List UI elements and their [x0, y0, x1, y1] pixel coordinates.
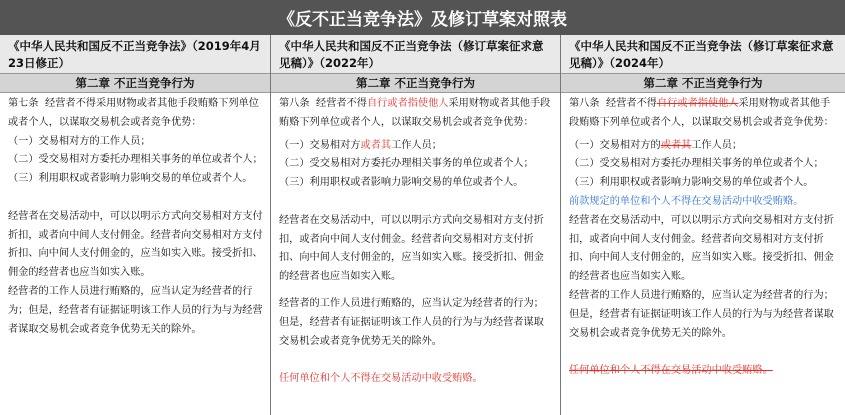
article-intro: 第七条 经营者不得采用财物或者其他手段贿赂下列单位或者个人，以谋取交易机会或者竞争优势：: [8, 98, 259, 128]
moved-paragraph: 前款规定的单位和个人不得在交易活动中收受贿赂。: [569, 195, 804, 207]
column-body: [271, 93, 560, 389]
deleted-text: 或者其: [660, 139, 692, 151]
article-item: （二）受交易相对方委托办理相关事务的单位或者个人；: [569, 158, 824, 170]
added-paragraph: 任何单位和个人不得在交易活动中收受贿赂。: [279, 373, 483, 385]
column-header: 《中华人民共和国反不正当竞争法》（2019年4月23日修正）: [0, 35, 270, 74]
column-2019: [0, 35, 270, 415]
article-item: （二）受交易相对方委托办理相关事务的单位或者个人；: [8, 154, 263, 166]
article-paragraph: 经营者在交易活动中，可以以明示方式向交易相对方支付折扣，或者向中间人支付佣金。经营者向交易相对方支付折扣、向中间人支付佣金的，应当如实入账。接受折扣、佣金的经营者也应当如实入账。: [569, 214, 834, 283]
article-label: 第八条: [279, 98, 310, 109]
column-body: [0, 93, 270, 339]
deleted-text: 自行或者指使他人: [656, 98, 739, 109]
article-item: （二）受交易相对方委托办理相关事务的单位或者个人；: [279, 158, 534, 170]
article-item: （一）交易相对方的工作人员；: [8, 135, 151, 147]
article-item: （一）交易相对方的或者其工作人员；: [569, 139, 743, 151]
chapter-heading: 第二章 不正当竞争行为: [561, 74, 845, 93]
chapter-heading: 第二章 不正当竞争行为: [0, 74, 270, 93]
column-header: 《中华人民共和国反不正当竞争法（修订草案征求意见稿）》（2024年）: [561, 35, 845, 74]
article-paragraph: 经营者在交易活动中，可以以明示方式向交易相对方支付折扣，或者向中间人支付佣金。经营者向交易相对方支付折扣、向中间人支付佣金的，应当如实入账。接受折扣、佣金的经营者也应当如实入账。: [8, 210, 263, 279]
article-paragraph: 经营者的工作人员进行贿赂的，应当认定为经营者的行为；但是，经营者有证据证明该工作人员的行为与为经营者谋取交易机会或者竞争优势无关的除外。: [569, 289, 834, 339]
column-body: [561, 93, 845, 381]
deleted-paragraph: 任何单位和个人不得在交易活动中收受贿赂。: [569, 365, 773, 377]
article-intro: 第八条 经营者不得自行或者指使他人采用财物或者其他手段贿赂下列单位或者个人，以谋取交易机会或者竞争优势：: [279, 98, 551, 128]
article-label: 第七条: [8, 98, 39, 109]
article-paragraph: 经营者的工作人员进行贿赂的，应当认定为经营者的行为；但是，经营者有证据证明该工作人员的行为与为经营者谋取交易机会或者竞争优势无关的除外。: [279, 297, 544, 347]
added-text: 自行或者指使他人: [366, 98, 449, 109]
article-paragraph: 经营者在交易活动中，可以以明示方式向交易相对方支付折扣，或者向中间人支付佣金。经营者向交易相对方支付折扣、向中间人支付佣金的，应当如实入账。接受折扣、佣金的经营者也应当如实入账。: [279, 214, 544, 283]
article-item: （三）利用职权或者影响力影响交易的单位或者个人。: [8, 173, 253, 185]
column-2024: [560, 35, 845, 415]
chapter-heading: 第二章 不正当竞争行为: [271, 74, 560, 93]
article-intro: 第八条 经营者不得自行或者指使他人采用财物或者其他手段贿赂下列单位或者个人，以谋取交易机会或者竞争优势：: [569, 98, 834, 128]
article-label: 第八条: [569, 98, 600, 109]
column-2022: [270, 35, 560, 415]
article-item: （三）利用职权或者影响力影响交易的单位或者个人。: [569, 177, 814, 189]
column-header: 《中华人民共和国反不正当竞争法（修订草案征求意见稿）》（2022年）: [271, 35, 560, 74]
article-item: （一）交易相对方或者其工作人员；: [279, 139, 442, 151]
article-item: （三）利用职权或者影响力影响交易的单位或者个人。: [279, 177, 524, 189]
added-text: 或者其: [360, 139, 392, 151]
article-paragraph: 经营者的工作人员进行贿赂的，应当认定为经营者的行为；但是，经营者有证据证明该工作人员的行为与为经营者谋取交易机会或者竞争优势无关的除外。: [8, 285, 263, 335]
table-title: 《反不正当竞争法》及修订草案对照表: [0, 0, 845, 35]
